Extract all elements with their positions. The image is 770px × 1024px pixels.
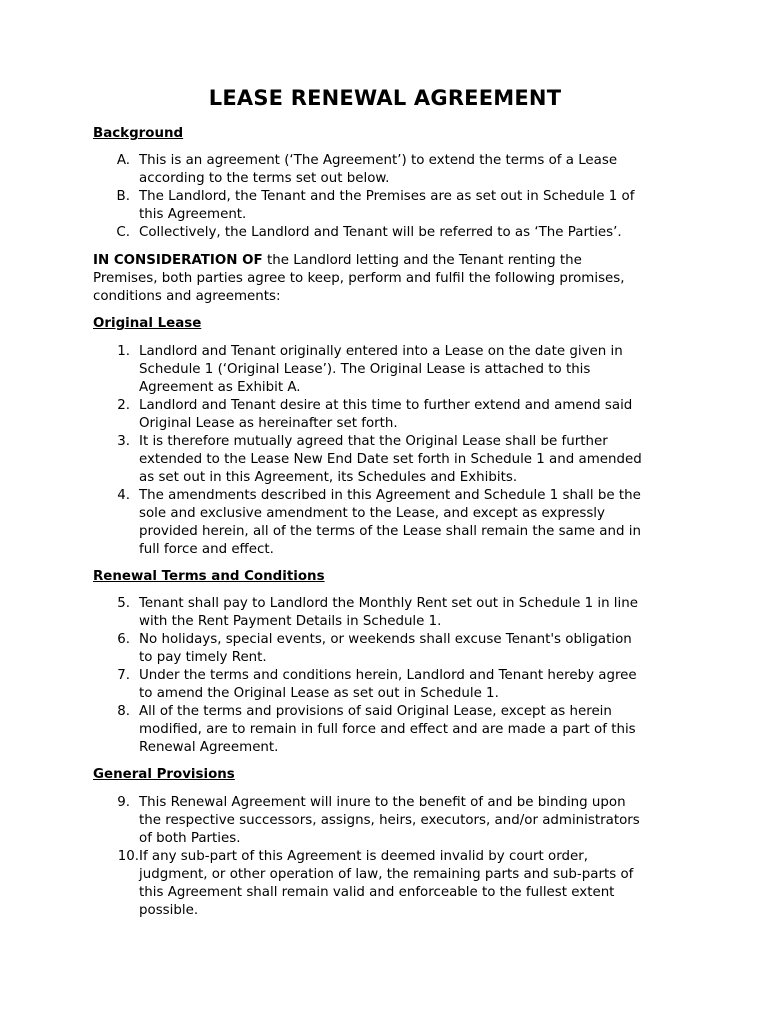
list-marker: 9. [117, 795, 130, 810]
list-item: A. This is an agreement (‘The Agreement’) to extend the terms of a Lease according to the terms set out below. [0, 152, 679, 188]
renewal-terms-list [0, 595, 679, 757]
list-item: 6. No holidays, special events, or weekends shall excuse Tenant's obligation to pay timely Rent. [0, 631, 679, 667]
list-item: 9. This Renewal Agreement will inure to the benefit of and be binding upon the respective successors, assigns, heirs, executors, and/or administrators of both Parties. [0, 794, 679, 848]
list-marker: 7. [117, 668, 130, 683]
heading-background: Background [93, 126, 184, 141]
list-item: C. Collectively, the Landlord and Tenant will be referred to as ‘The Parties’. [0, 224, 679, 242]
list-item: 2. Landlord and Tenant desire at this time to further extend and amend said Original Lease as hereinafter set forth. [0, 397, 679, 433]
heading-general-provisions: General Provisions [93, 767, 235, 782]
consideration-lead: IN CONSIDERATION OF [93, 253, 263, 268]
list-item: 10. If any sub-part of this Agreement is deemed invalid by court order, judgment, or other operation of law, the remaining parts and sub-parts of this Agreement shall remain valid and enforceable to the fullest extent possible. [0, 848, 679, 920]
list-marker: 3. [117, 434, 130, 449]
list-item: 8. All of the terms and provisions of said Original Lease, except as herein modified, are to remain in full force and effect and are made a part of this Renewal Agreement. [0, 703, 679, 757]
list-marker: 6. [117, 632, 130, 647]
list-marker: 8. [117, 704, 130, 719]
general-provisions-list [0, 794, 679, 920]
list-marker: 5. [117, 596, 130, 611]
list-marker: 1. [117, 344, 130, 359]
list-item: 1. Landlord and Tenant originally entered into a Lease on the date given in Schedule 1 (‘Original Lease’). The Original Lease is attached to this Agreement as Exhibit A. [0, 343, 679, 397]
list-item: 4. The amendments described in this Agreement and Schedule 1 shall be the sole and exclusive amendment to the Lease, and except as expressly provided herein, all of the terms of the Lease shall remain the same and in full force and effect. [0, 487, 679, 559]
list-marker: A. [116, 153, 130, 168]
list-item: 5. Tenant shall pay to Landlord the Monthly Rent set out in Schedule 1 in line with the Rent Payment Details in Schedule 1. [0, 595, 679, 631]
list-marker: 10. [117, 849, 139, 864]
original-lease-list [0, 343, 679, 559]
document-title: LEASE RENEWAL AGREEMENT [208, 86, 562, 110]
heading-renewal-terms: Renewal Terms and Conditions [93, 569, 325, 584]
list-marker: 2. [117, 398, 130, 413]
background-list [0, 152, 679, 242]
list-item: 3. It is therefore mutually agreed that the Original Lease shall be further extended to the Lease New End Date set forth in Schedule 1 and amended as set out in this Agreement, its Schedules and Exhibits. [0, 433, 679, 487]
list-item: 7. Under the terms and conditions herein, Landlord and Tenant hereby agree to amend the Original Lease as set out in Schedule 1. [0, 667, 679, 703]
list-marker: 4. [117, 488, 130, 503]
list-marker: C. [116, 225, 130, 240]
consideration-paragraph: IN CONSIDERATION OF the Landlord letting and the Tenant renting the Premises, both parties agree to keep, perform and fulfil the following promises, conditions and agreements: [93, 253, 625, 304]
list-item: B. The Landlord, the Tenant and the Premises are as set out in Schedule 1 of this Agreement. [0, 188, 679, 224]
list-marker: B. [116, 189, 130, 204]
heading-original-lease: Original Lease [93, 316, 202, 331]
